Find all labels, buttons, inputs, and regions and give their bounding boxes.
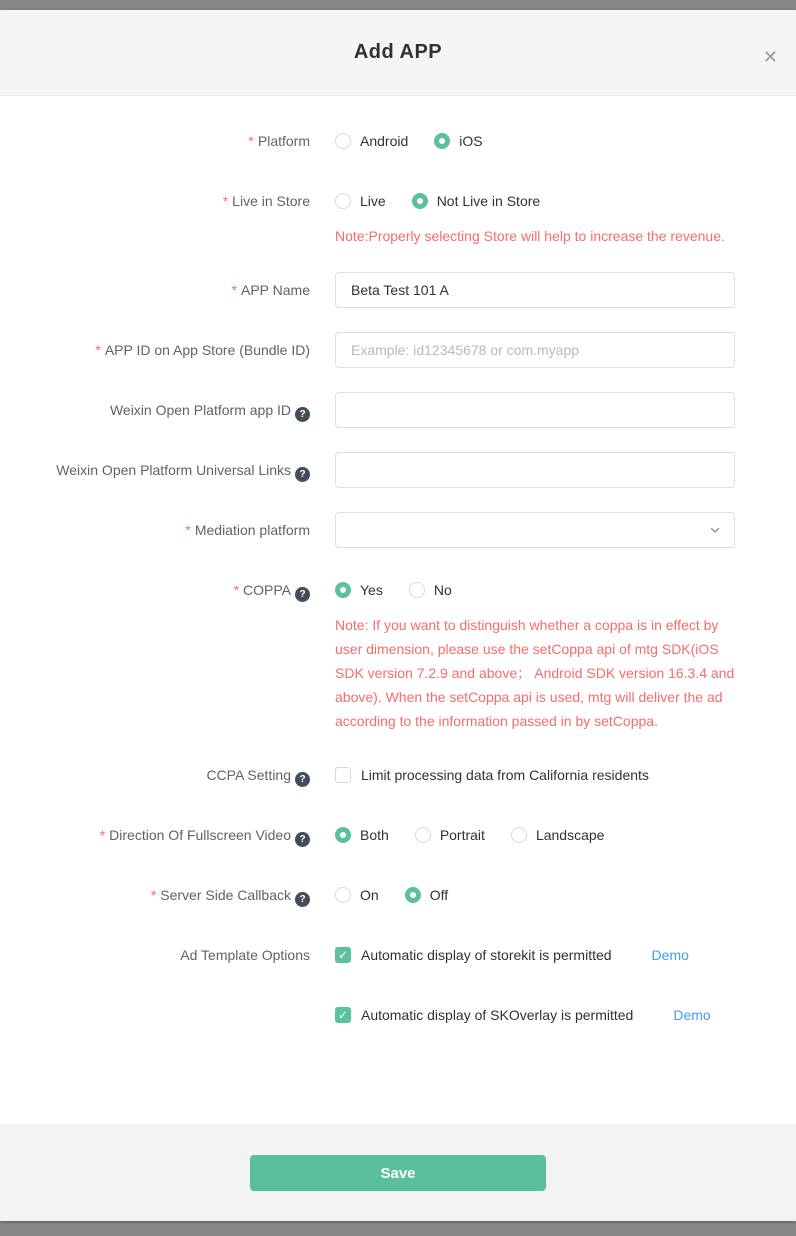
radio-label-coppa-yes: Yes <box>360 582 383 598</box>
radio-landscape[interactable] <box>511 827 527 843</box>
radio-option-off[interactable] <box>405 887 448 903</box>
required-star: * <box>233 582 240 598</box>
server-side-callback-radio-group <box>335 877 735 913</box>
form-row-coppa <box>0 572 796 733</box>
coppa-controls <box>335 572 735 733</box>
radio-not-live[interactable] <box>412 193 428 209</box>
radio-option-coppa-no[interactable] <box>409 582 452 598</box>
skoverlay-checkbox-option[interactable] <box>335 1007 633 1023</box>
radio-option-live[interactable] <box>335 193 386 209</box>
radio-on[interactable] <box>335 887 351 903</box>
storekit-demo-link[interactable]: Demo <box>651 947 689 963</box>
radio-option-portrait[interactable] <box>415 827 485 843</box>
radio-option-landscape[interactable] <box>511 827 605 843</box>
storekit-checkbox-label: Automatic display of storekit is permitted <box>361 947 612 963</box>
page-bottom-strip <box>0 1221 796 1236</box>
form-row-app-id <box>0 332 796 368</box>
mediation-platform-select[interactable] <box>335 512 735 548</box>
radio-option-coppa-yes[interactable] <box>335 582 383 598</box>
radio-option-on[interactable] <box>335 887 379 903</box>
radio-live[interactable] <box>335 193 351 209</box>
radio-label-landscape: Landscape <box>535 827 605 843</box>
weixin-universal-links-input[interactable] <box>335 452 735 488</box>
form-row-weixin-universal-links <box>0 452 796 488</box>
required-star: * <box>150 887 157 903</box>
ccpa-checkbox-option[interactable] <box>335 767 649 783</box>
radio-option-ios[interactable] <box>434 133 482 149</box>
platform-radio-group <box>335 123 735 159</box>
radio-coppa-no[interactable] <box>409 582 425 598</box>
radio-label-ios: iOS <box>459 133 483 149</box>
radio-off[interactable] <box>405 887 421 903</box>
required-star: * <box>248 133 254 149</box>
form-row-direction <box>0 817 796 853</box>
form-row-skoverlay <box>0 997 796 1033</box>
radio-android[interactable] <box>335 133 351 149</box>
form-row-live-in-store <box>0 183 796 248</box>
direction-label: * Direction Of Fullscreen Video ? <box>0 817 310 853</box>
required-star: * <box>222 193 229 209</box>
form-row-platform <box>0 123 796 159</box>
radio-label-not-live: Not Live in Store <box>436 193 541 209</box>
required-star: * <box>95 342 101 358</box>
form-row-app-name <box>0 272 796 308</box>
live-in-store-controls <box>335 183 735 248</box>
radio-option-android[interactable] <box>335 133 408 149</box>
storekit-checkbox-option[interactable] <box>335 947 612 963</box>
app-name-input[interactable] <box>335 272 735 308</box>
required-star: * <box>231 282 237 298</box>
app-id-label: * APP ID on App Store (Bundle ID) <box>95 342 310 358</box>
coppa-radio-group <box>335 572 735 608</box>
app-id-input[interactable] <box>335 332 735 368</box>
form-row-server-side-callback <box>0 877 796 913</box>
form-row-mediation-platform <box>0 512 796 548</box>
help-icon[interactable]: ? <box>295 772 310 787</box>
help-icon[interactable]: ? <box>295 832 310 847</box>
radio-label-off: Off <box>429 887 449 903</box>
live-in-store-label: * Live in Store <box>222 193 310 209</box>
radio-label-coppa-no: No <box>433 582 452 598</box>
mediation-platform-label: * Mediation platform <box>185 522 310 538</box>
skoverlay-demo-link[interactable]: Demo <box>673 1007 711 1023</box>
page-top-strip <box>0 0 796 10</box>
coppa-note: Note: If you want to distinguish whether a coppa is in effect by user dimension, please use the setCoppa api of mtg SDK(iOS SDK version 7.2.9 and above； Android SDK version 16.3.4 and above). When the setCoppa api is used, mtg will deliver the ad according to the information passed in by setCoppa. <box>335 617 735 729</box>
add-app-form <box>0 96 796 1124</box>
radio-portrait[interactable] <box>415 827 431 843</box>
coppa-label: * COPPA ? <box>0 572 310 733</box>
radio-option-not-live[interactable] <box>412 193 541 209</box>
radio-option-both[interactable] <box>335 827 389 843</box>
help-icon[interactable]: ? <box>295 892 310 907</box>
app-name-label: * APP Name <box>231 282 310 298</box>
weixin-app-id-label: Weixin Open Platform app ID ? <box>0 392 310 428</box>
server-side-callback-label: * Server Side Callback ? <box>0 877 310 913</box>
modal-header <box>0 10 796 96</box>
required-star: * <box>99 827 106 843</box>
modal-footer <box>0 1124 796 1221</box>
form-row-weixin-app-id <box>0 392 796 428</box>
skoverlay-checkbox-label: Automatic display of SKOverlay is permitted <box>361 1007 634 1023</box>
modal-title: Add APP <box>353 41 443 63</box>
help-icon[interactable]: ? <box>295 407 310 422</box>
help-icon[interactable]: ? <box>295 587 310 602</box>
radio-label-both: Both <box>360 827 389 843</box>
form-row-ad-template-options <box>0 937 796 973</box>
live-in-store-radio-group <box>335 183 735 219</box>
close-icon[interactable]: ✕ <box>762 47 778 67</box>
radio-label-android: Android <box>360 133 409 149</box>
ccpa-checkbox[interactable] <box>335 767 351 783</box>
add-app-modal <box>0 10 796 1221</box>
radio-label-on: On <box>360 887 379 903</box>
ad-template-options-label: Ad Template Options <box>180 947 310 963</box>
radio-label-live: Live <box>360 193 386 209</box>
help-icon[interactable]: ? <box>295 467 310 482</box>
required-star: * <box>185 522 191 538</box>
radio-coppa-yes[interactable] <box>335 582 351 598</box>
save-button[interactable]: Save <box>250 1155 546 1191</box>
skoverlay-checkbox[interactable]: ✓ <box>335 1007 351 1023</box>
radio-both[interactable] <box>335 827 351 843</box>
ccpa-checkbox-label: Limit processing data from California residents <box>361 767 649 783</box>
ccpa-label: CCPA Setting ? <box>0 757 310 793</box>
platform-label: * Platform <box>248 133 310 149</box>
radio-label-portrait: Portrait <box>439 827 485 843</box>
weixin-app-id-input[interactable] <box>335 392 735 428</box>
storekit-checkbox[interactable]: ✓ <box>335 947 351 963</box>
form-row-ccpa <box>0 757 796 793</box>
direction-radio-group <box>335 817 735 853</box>
store-selection-note: Note:Properly selecting Store will help to increase the revenue. <box>335 228 725 244</box>
chevron-down-icon <box>708 523 722 537</box>
radio-ios[interactable] <box>434 133 450 149</box>
weixin-universal-links-label: Weixin Open Platform Universal Links ? <box>0 452 310 488</box>
